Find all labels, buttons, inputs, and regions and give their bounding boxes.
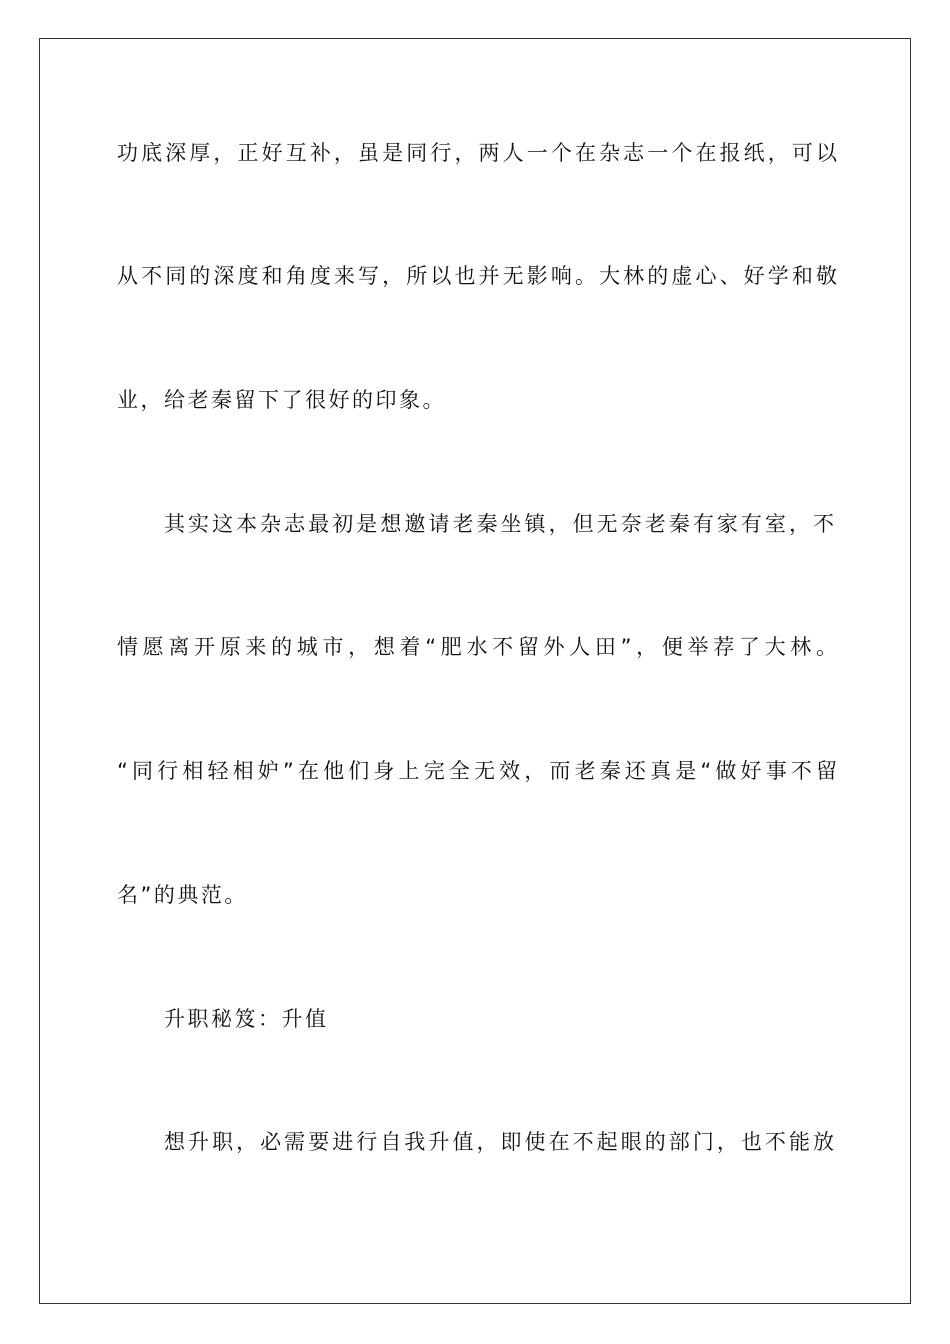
- section-heading: 升职秘笈：升值: [164, 1007, 329, 1031]
- paragraph-line: 功底深厚，正好互补，虽是同行，两人一个在杂志一个在报纸，可以: [117, 141, 837, 165]
- paragraph-line: 名”的典范。: [117, 883, 248, 907]
- paragraph-line: 从不同的深度和角度来写，所以也并无影响。大林的虚心、好学和敬: [117, 264, 837, 288]
- paragraph-line: “同行相轻相妒”在他们身上完全无效，而老秦还真是“做好事不留: [117, 759, 837, 783]
- paragraph-line: 想升职，必需要进行自我升值，即使在不起眼的部门，也不能放: [164, 1130, 834, 1154]
- paragraph-line: 业，给老秦留下了很好的印象。: [117, 388, 446, 412]
- page-frame: [39, 38, 911, 1304]
- paragraph-line: 情愿离开原来的城市，想着“肥水不留外人田”，便举荐了大林。: [117, 635, 837, 659]
- paragraph-line: 其实这本杂志最初是想邀请老秦坐镇，但无奈老秦有家有室，不: [164, 512, 834, 536]
